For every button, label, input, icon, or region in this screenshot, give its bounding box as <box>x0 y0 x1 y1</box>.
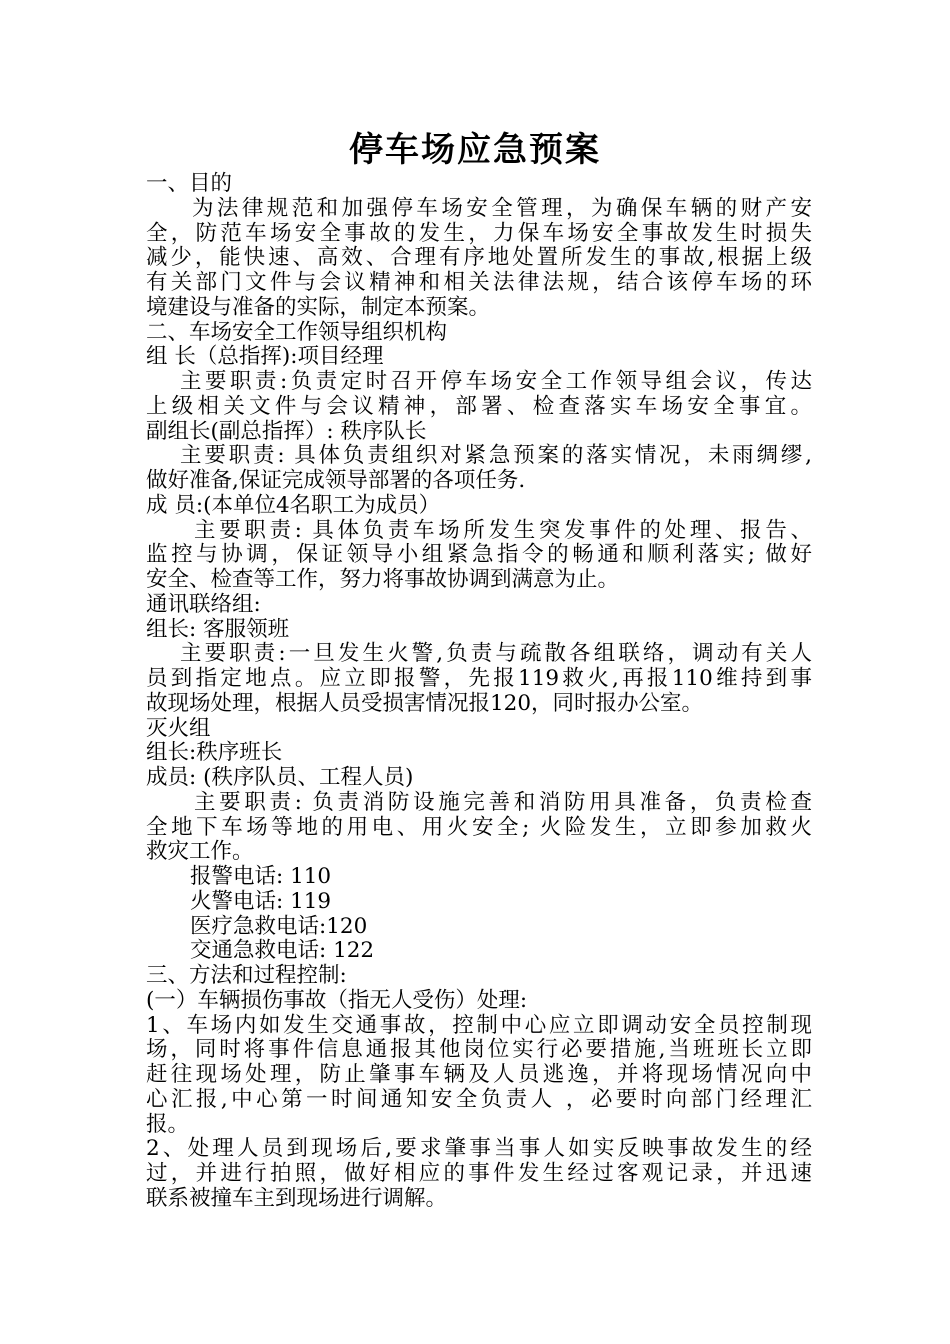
paragraph-line: 过，并进行拍照，做好相应的事件发生经过客观记录，并迅速 <box>146 1161 812 1186</box>
group-heading: 灭火组 <box>146 715 211 741</box>
subsection-heading: (一）车辆损伤事故（指无人受伤）处理: <box>146 987 528 1013</box>
paragraph-line: 联系被撞车主到现场进行调解。 <box>146 1185 448 1211</box>
section-heading-methods: 三、方法和过程控制: <box>146 963 347 988</box>
paragraph-line: 故现场处理，根据人员受损害情况报120，同时报办公室。 <box>146 690 704 716</box>
paragraph-line: 全地下车场等地的用电、用火安全; 火险发生，立即参加救火 <box>146 814 812 840</box>
paragraph-line: 主要职责:负责定时召开停车场安全工作领导组会议，传达 <box>180 369 812 394</box>
paragraph-line: 赶往现场处理，防止肇事车辆及人员逃逸，并将现场情况向中 <box>146 1062 812 1087</box>
paragraph-line: 全，防范车场安全事故的发生，力保车场安全事故发生时损失 <box>146 220 812 246</box>
paragraph-line: 为法律规范和加强停车场安全管理，为确保车辆的财产安 <box>192 195 812 221</box>
paragraph-line: 1、车场内如发生交通事故，控制中心应立即调动安全员控制现 <box>146 1012 812 1038</box>
phone-line: 报警电话: 110 <box>190 864 332 889</box>
paragraph-line: 有关部门文件与会议精神和相关法律法规，结合该停车场的环 <box>146 270 812 295</box>
role-line: 组长: 客服领班 <box>146 616 290 642</box>
group-heading: 通讯联络组: <box>146 591 261 617</box>
paragraph-line: 主要职责: 具体负责车场所发生突发事件的处理、报告、 <box>194 517 812 543</box>
phone-line: 火警电话: 119 <box>190 888 332 914</box>
paragraph-line: 做好准备,保证完成领导部署的各项任务. <box>146 468 526 493</box>
section-heading-purpose: 一、目的 <box>146 171 233 196</box>
role-line: 组 长（总指挥):项目经理 <box>146 344 384 370</box>
paragraph-line: 安全、检查等工作，努力将事故协调到满意为止。 <box>146 567 620 592</box>
role-line: 成 员:(本单位4名职工为成员） <box>146 492 441 518</box>
paragraph-line: 场，同时将事件信息通报其他岗位实行必要措施,当班班长立即 <box>146 1037 812 1063</box>
phone-line: 医疗急救电话:120 <box>190 913 368 939</box>
section-heading-organization: 二、车场安全工作领导组织机构 <box>146 319 448 345</box>
paragraph-line: 2、处理人员到现场后,要求肇事当事人如实反映事故发生的经 <box>146 1136 812 1162</box>
paragraph-line: 监控与协调，保证领导小组紧急指令的畅通和顺利落实; 做好 <box>146 542 812 568</box>
document-body <box>146 172 812 1212</box>
paragraph-line: 救灾工作。 <box>146 839 254 865</box>
paragraph-line: 员到指定地点。应立即报警，先报119救火,再报110维持到事 <box>146 666 812 691</box>
paragraph-line: 报。 <box>146 1111 190 1137</box>
paragraph-line: 主要职责: 负责消防设施完善和消防用具准备，负责检查 <box>194 789 812 815</box>
paragraph-line: 心汇报,中心第一时间通知安全负责人 ，必要时向部门经理汇 <box>146 1086 812 1112</box>
document-title: 停车场应急预案 <box>349 130 601 170</box>
phone-line: 交通急救电话: 122 <box>190 938 375 964</box>
paragraph-line: 主要职责:一旦发生火警,负责与疏散各组联络，调动有关人 <box>180 641 812 667</box>
paragraph-line: 境建设与准备的实际，制定本预案。 <box>146 294 491 320</box>
paragraph-line: 上级相关文件与会议精神，部署、检查落实车场安全事宜。 <box>146 393 812 419</box>
role-line: 成员: (秩序队员、工程人员) <box>146 765 414 790</box>
paragraph-line: 主要职责: 具体负责组织对紧急预案的落实情况，未雨绸缪, <box>180 443 812 469</box>
paragraph-line: 减少，能快速、高效、合理有序地处置所发生的事故,根据上级 <box>146 245 812 271</box>
role-line: 组长:秩序班长 <box>146 740 283 766</box>
role-line: 副组长(副总指挥）: 秩序队长 <box>146 418 427 444</box>
